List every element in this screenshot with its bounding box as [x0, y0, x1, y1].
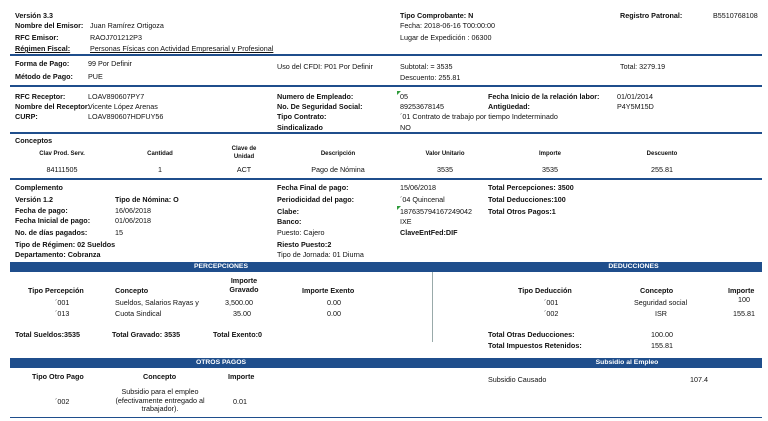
- percepcion-concepto: Cuota Sindical: [115, 309, 162, 318]
- fecha-final-label: Fecha Final de pago:: [277, 183, 349, 192]
- col-importe: Importe: [728, 286, 755, 295]
- otros-pagos-header: OTROS PAGOS: [10, 358, 432, 368]
- col-importe-gravado: Importe Gravado: [229, 276, 259, 294]
- dias-pagados: 15: [115, 228, 123, 237]
- conceptos-title: Conceptos: [15, 136, 53, 145]
- deduccion-importe: 155.81: [733, 309, 755, 318]
- sindicalizado: NO: [400, 123, 411, 132]
- nombre-emisor: Juan Ramírez Ortigoza: [90, 21, 164, 30]
- fecha-pago-label: Fecha de pago:: [15, 206, 68, 215]
- complemento-version: Versión 1.2: [15, 195, 53, 204]
- rfc-emisor: RAOJ701212P3: [90, 33, 142, 42]
- clabe: 187635794167249042: [400, 207, 472, 216]
- fecha-final: 15/06/2018: [400, 183, 436, 192]
- col-importe-exento: Importe Exento: [302, 286, 355, 295]
- percepcion-concepto: Sueldos, Salarios Rayas y: [115, 298, 199, 307]
- col-valor-unitario: Valor Unitario: [425, 151, 465, 157]
- fecha-inicial: 01/06/2018: [115, 216, 151, 225]
- percepciones-header: PERCEPCIONES: [10, 262, 432, 272]
- uso-cfdi: Uso del CFDI: P01 Por Definir: [277, 62, 373, 71]
- total-impuestos-label: Total Impuestos Retenidos:: [488, 341, 582, 350]
- regimen: Personas Físicas con Actividad Empresarial y Profesional: [90, 44, 274, 53]
- forma-pago: 99 Por Definir: [88, 59, 132, 68]
- divider: [10, 54, 762, 56]
- concepto-unidad: ACT: [236, 165, 252, 174]
- clave-ent-fed: ClaveEntFed:DIF: [400, 228, 458, 237]
- divider: [10, 132, 762, 134]
- concepto-cantidad: 1: [158, 165, 162, 174]
- fecha-inicio-label: Fecha Inicio de la relación labor:: [488, 92, 600, 101]
- tipo-comprobante: Tipo Comprobante: N: [400, 11, 474, 20]
- divider: [10, 178, 762, 180]
- rfc-emisor-label: RFC Emisor:: [15, 33, 59, 42]
- percepcion-exento: 0.00: [327, 309, 341, 318]
- puesto: Puesto: Cajero: [277, 228, 325, 237]
- concepto-clave: 84111505: [46, 165, 78, 174]
- total-exento: Total Exento:0: [213, 330, 262, 339]
- antiguedad-label: Antigüedad:: [488, 102, 530, 111]
- registro-patronal-label: Registro Patronal:: [620, 11, 683, 20]
- otro-pago-tipo: ´002: [55, 397, 70, 406]
- subsidio-causado: 107.4: [690, 375, 708, 384]
- periodicidad-label: Periodicidad del pago:: [277, 195, 355, 204]
- total-percepciones: Total Percepciones: 3500: [488, 183, 574, 192]
- col-tipo-percepcion: Tipo Percepción: [28, 286, 84, 295]
- col-clave-prod: Clav Prod. Serv.: [39, 151, 85, 157]
- metodo-pago: PUE: [88, 72, 103, 81]
- col-descripcion: Descripción: [320, 151, 356, 157]
- rfc-receptor-label: RFC Receptor:: [15, 92, 66, 101]
- header-bar-gap: [432, 358, 492, 368]
- concepto-descripcion: Pago de Nómina: [311, 165, 365, 174]
- col-tipo-deduccion: Tipo Deducción: [518, 286, 572, 295]
- col-cantidad: Cantidad: [147, 151, 173, 157]
- divider: [10, 85, 762, 87]
- total-sueldos: Total Sueldos:3535: [15, 330, 80, 339]
- concepto-valor: 3535: [437, 165, 453, 174]
- nombre-receptor: Vicente López Arenas: [88, 102, 158, 111]
- divider: [10, 417, 762, 418]
- col-concepto: Concepto: [115, 286, 149, 295]
- antiguedad: P4Y5M15D: [617, 102, 654, 111]
- col-concepto: Concepto: [640, 286, 674, 295]
- tipo-jornada: Tipo de Jornada: 01 Diurna: [277, 250, 364, 259]
- total-gravado: Total Gravado: 3535: [112, 330, 181, 339]
- total-impuestos: 155.81: [651, 341, 673, 350]
- fecha-inicial-label: Fecha Inicial de pago:: [15, 216, 91, 225]
- nombre-emisor-label: Nombre del Emisor:: [15, 21, 84, 30]
- otro-pago-concepto: Subsidio para el empleo (efectivamente entregado al trabajador).: [115, 387, 205, 413]
- curp: LOAV890607HDFUY56: [88, 112, 164, 121]
- banco-label: Banco:: [277, 217, 302, 226]
- num-empleado: 05: [400, 92, 408, 101]
- lugar-expedicion: Lugar de Expedición : 06300: [400, 33, 492, 42]
- nss: 89253678145: [400, 102, 444, 111]
- forma-pago-label: Forma de Pago:: [15, 59, 70, 68]
- version: Versión 3.3: [15, 11, 53, 20]
- col-descuento: Descuento: [646, 151, 678, 157]
- rfc-receptor: LOAV890607PY7: [88, 92, 145, 101]
- total: Total: 3279.19: [620, 62, 666, 71]
- deduccion-tipo: ´002: [544, 309, 559, 318]
- descuento: Descuento: 255.81: [400, 73, 461, 82]
- subtotal: Subtotal: = 3535: [400, 62, 453, 71]
- deduccion-concepto: Seguridad social: [634, 298, 688, 307]
- registro-patronal: B5510768108: [713, 11, 758, 20]
- percepcion-gravado: 3,500.00: [225, 298, 253, 307]
- tipo-regimen: Tipo de Régimen: 02 Sueldos: [15, 240, 116, 249]
- deduccion-concepto: ISR: [655, 309, 667, 318]
- col-clave-unidad: Clave de Unidad: [231, 146, 257, 160]
- otro-pago-importe: 0.01: [233, 397, 247, 406]
- percepcion-exento: 0.00: [327, 298, 341, 307]
- divider: [432, 272, 433, 342]
- num-empleado-label: Numero de Empleado:: [277, 92, 354, 101]
- clabe-label: Clabe:: [277, 207, 299, 216]
- percepcion-tipo: ´001: [55, 298, 70, 307]
- sindicalizado-label: Sindicalizado: [277, 123, 323, 132]
- deducciones-header: DEDUCCIONES: [505, 262, 762, 272]
- total-otras-deducciones-label: Total Otras Deducciones:: [488, 330, 575, 339]
- header-bar-gap: [432, 262, 505, 272]
- col-importe: Importe: [538, 151, 561, 157]
- complemento-title: Complemento: [15, 183, 63, 192]
- fecha-pago: 16/06/2018: [115, 206, 151, 215]
- regimen-label: Régimen Fiscal:: [15, 44, 71, 53]
- metodo-pago-label: Método de Pago:: [15, 72, 73, 81]
- fecha: Fecha: 2018-06-16 T00:00:00: [400, 21, 495, 30]
- col-concepto: Concepto: [143, 372, 177, 381]
- subsidio-header: Subsidio al Empleo: [492, 358, 762, 368]
- fecha-inicio: 01/01/2014: [617, 92, 653, 101]
- nombre-receptor-label: Nombre del Receptor:: [15, 102, 91, 111]
- col-importe: Importe: [228, 372, 255, 381]
- percepcion-gravado: 35.00: [233, 309, 251, 318]
- tipo-nomina: Tipo de Nómina: O: [115, 195, 179, 204]
- concepto-importe: 3535: [542, 165, 558, 174]
- total-otras-deducciones: 100.00: [651, 330, 673, 339]
- tipo-contrato-label: Tipo Contrato:: [277, 112, 327, 121]
- nss-label: No. De Seguridad Social:: [277, 102, 363, 111]
- curp-label: CURP:: [15, 112, 38, 121]
- departamento: Departamento: Cobranza: [15, 250, 101, 259]
- deduccion-importe: 100: [738, 295, 750, 304]
- dias-pagados-label: No. de días pagados:: [15, 228, 88, 237]
- banco: IXE: [400, 217, 412, 226]
- periodicidad: ´04 Quincenal: [400, 195, 445, 204]
- percepcion-tipo: ´013: [55, 309, 70, 318]
- col-tipo-otro-pago: Tipo Otro Pago: [32, 372, 84, 381]
- total-otros-pagos: Total Otros Pagos:1: [488, 207, 556, 216]
- subsidio-label: Subsidio Causado: [488, 375, 547, 384]
- total-deducciones: Total Deducciones:100: [488, 195, 566, 204]
- tipo-contrato: ´01 Contrato de trabajo por tiempo Indeterminado: [400, 112, 558, 121]
- deduccion-tipo: ´001: [544, 298, 559, 307]
- riesgo-puesto: Riesto Puesto:2: [277, 240, 332, 249]
- concepto-descuento: 255.81: [651, 165, 673, 174]
